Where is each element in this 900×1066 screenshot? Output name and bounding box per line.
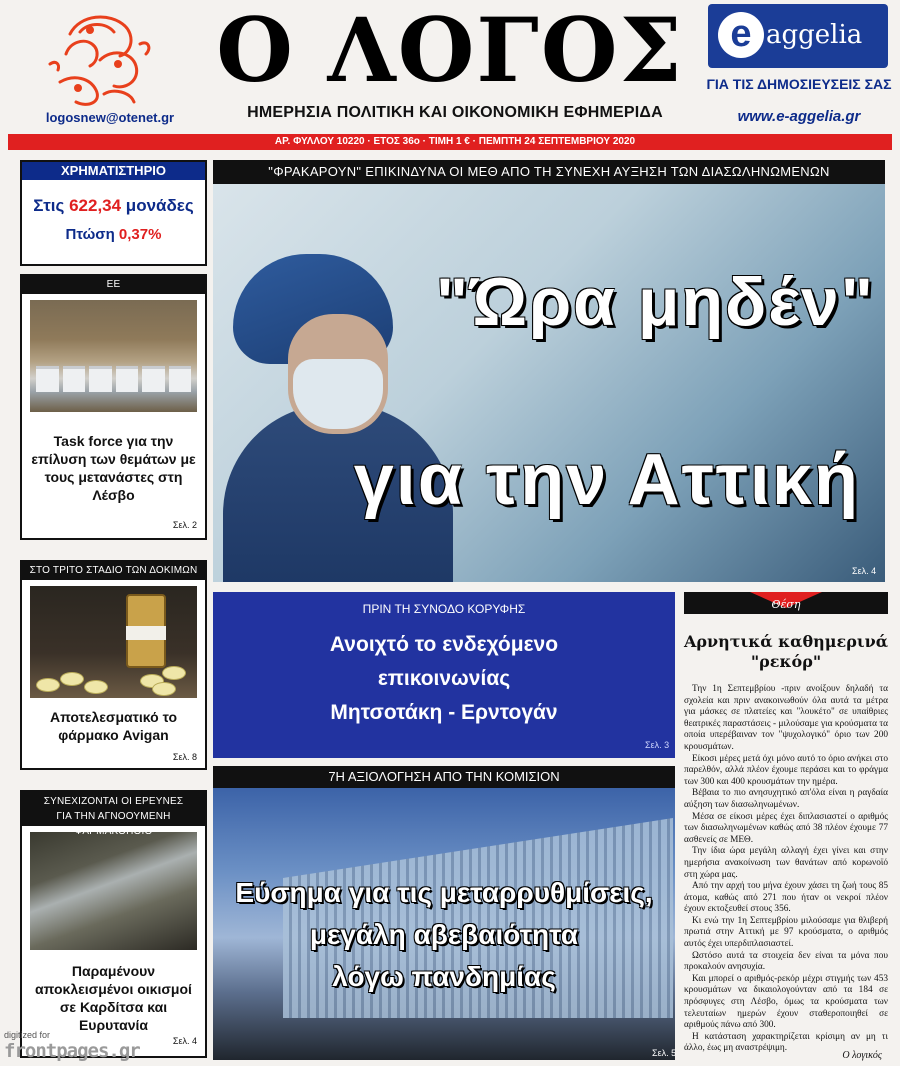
editorial-title-line1: Αρνητικά καθημερινά <box>684 632 889 651</box>
stock-change-prefix: Πτώση <box>65 226 119 243</box>
editorial-section-label: Θέση <box>771 598 801 611</box>
stock-change-line <box>22 226 205 243</box>
article-caption-karditsa: Παραμένουν αποκλεισμένοι οικισμοί σε Καρδίτσα και Ευρυτανία <box>35 963 192 1033</box>
stock-market-label: ΧΡΗΜΑΤΙΣΤΗΡΙΟ <box>22 162 205 180</box>
camp-tents <box>36 366 191 392</box>
article-caption-lesvos: Task force για την επίλυση των θεμάτων με τους μετανάστες στη Λέσβο <box>31 433 196 503</box>
avigan-pills-photo <box>30 586 197 698</box>
editorial-paragraph: Την ίδια ώρα μεγάλη αλλαγή έχει γίνει και στην ημερήσια ανακοίνωση των θανάτων από κορωνοϊό στη χώρα μας. <box>684 846 888 880</box>
logo-emblem-icon <box>40 4 160 112</box>
lead-icu-photo[interactable] <box>213 184 885 582</box>
newspaper-title: Ο ΛΟΓΟΣ <box>216 0 684 102</box>
pill <box>84 680 108 694</box>
evaluation-headline[interactable] <box>213 872 675 998</box>
pill <box>36 678 60 692</box>
pill <box>162 666 186 680</box>
article-band-line1: ΣΥΝΕΧΙΖΟΝΤΑΙ ΟΙ ΕΡΕΥΝΕΣ <box>43 796 184 807</box>
eaggelia-url-link[interactable]: www.e-aggelia.gr <box>737 108 861 125</box>
evaluation-kicker: 7Η ΑΞΙΟΛΟΓΗΣΗ ΑΠΟ ΤΗΝ ΚΟΜΙΣΙΟΝ <box>213 766 675 788</box>
eaggelia-word: aggelia <box>766 20 863 50</box>
flood-debris-photo <box>30 832 197 950</box>
page-ref-evaluation: Σελ. 5 <box>652 1048 677 1058</box>
editorial-body <box>684 684 888 1055</box>
nurse-mask <box>293 359 383 429</box>
summit-headline-line3: Μητσοτάκη - Ερντογάν <box>330 701 558 724</box>
editorial-title[interactable] <box>684 632 888 672</box>
evaluation-headline-line3: λόγω πανδημίας <box>332 961 556 992</box>
page-ref-avigan: Σελ. 8 <box>172 752 197 762</box>
stock-index-suffix: μονάδες <box>121 196 194 215</box>
pill-bottle-label <box>126 626 166 640</box>
lead-headline-line1[interactable]: "Ώρα μηδέν" <box>435 264 875 340</box>
editorial-paragraph: Ωστόσο αυτά τα στοιχεία δεν είναι τα μόνα που προκαλούν ανησυχία. <box>684 950 888 973</box>
stock-index-value: 622,34 <box>69 196 122 215</box>
eaggelia-ad-logo[interactable] <box>708 4 888 68</box>
article-band-ee: ΕΕ <box>22 276 205 294</box>
article-card-avigan[interactable] <box>20 560 207 770</box>
editorial-title-line2: "ρεκόρ" <box>750 652 822 671</box>
article-caption-avigan: Αποτελεσματικό το φάρμακο Avigan <box>49 709 177 743</box>
lesvos-camp-photo <box>30 300 197 412</box>
summit-headline-line1: Ανοιχτό το ενδεχόμενο <box>329 633 559 656</box>
page-ref-lead: Σελ. 4 <box>852 566 877 576</box>
summit-kicker: ΠΡΙΝ ΤΗ ΣΥΝΟΔΟ ΚΟΡΥΦΗΣ <box>362 602 526 616</box>
editorial-paragraph: Την 1η Σεπτεμβρίου -πριν ανοίξουν δηλαδή τα σχολεία και πριν ανακοινωθούν όλα αυτά τα μέτρα για μάσκες σε πλατείες και "λουκέτο" σε υπαίθριες θεατρικές παραστάσεις - μιλούσαμε για κρούσματα τα οποία υπερέβαιναν τον "ψυχολογικό" όριο των 200 κρουσμάτων. <box>684 684 888 752</box>
lead-headline-line2[interactable]: για την Αττική <box>353 440 860 520</box>
article-band-search <box>22 792 205 837</box>
editorial-paragraph: Από την αρχή του μήνα έχουν χάσει τη ζωή τους 85 άτομα, καθώς από 271 που ήταν οι νεκροί πλέον έχουν εκτοξευθεί στους 356. <box>684 881 888 915</box>
issue-info-text: ΑΡ. ΦΥΛΛΟΥ 10220 · ΕΤΟΣ 36ο · ΤΙΜΗ 1 € · ΠΕΜΠΤΗ 24 ΣΕΠΤΕΜΒΡΙΟΥ 2020 <box>274 136 636 147</box>
article-band-line2: ΓΙΑ ΤΗΝ ΑΓΝΟΟΥΜΕΝΗ ΦΑΡΜΑΚΟΠΟΙΟ <box>56 811 171 837</box>
newspaper-subtitle: ΗΜΕΡΗΣΙΑ ΠΟΛΙΤΙΚΗ ΚΑΙ ΟΙΚΟΝΟΜΙΚΗ ΕΦΗΜΕΡΙΔΑ <box>247 104 663 121</box>
article-band-trials: ΣΤΟ ΤΡΙΤΟ ΣΤΑΔΙΟ ΤΩΝ ΔΟΚΙΜΩΝ <box>22 562 205 580</box>
contact-email[interactable]: logosnew@otenet.gr <box>45 110 175 125</box>
editorial-paragraph: Κι ενώ την 1η Σεπτεμβρίου μιλούσαμε για θλιβερή πρωτιά στην Αττική με 97 κρούσματα, ο αριθμός αυτός έχει υπερδιπλασιαστεί. <box>684 915 888 950</box>
page-ref-summit: Σελ. 3 <box>645 740 670 750</box>
editorial-paragraph: Και μπορεί ο αριθμός-ρεκόρ μέχρι στιγμής των 453 κρουσμάτων να δικαιολογούνταν από τα 184 σε πρόσφυγες στη Λέσβο, όμως τα κρούσματα των τελευταίων ημερών έχουν σταθεροποιηθεί σε αριθμούς πάνω από 300. <box>684 973 888 1031</box>
editorial-paragraph: Η κατάσταση χαρακτηρίζεται κρίσιμη αν μη τι άλλο, έως μη αναστρέψιμη. <box>684 1031 888 1054</box>
page-ref-lesvos: Σελ. 2 <box>172 520 197 530</box>
lead-kicker: "ΦΡΑΚΑΡΟΥΝ" ΕΠΙΚΙΝΔΥΝΑ ΟΙ ΜΕΘ ΑΠΟ ΤΗ ΣΥΝΕΧΗ ΑΥΞΗΣΗ ΤΩΝ ΔΙΑΣΩΛΗΝΩΜΕΝΩΝ <box>213 160 885 184</box>
watermark-big: frontpages.gr <box>4 1040 140 1062</box>
editorial-paragraph: Βέβαια το πιο ανησυχητικό απ'όλα είναι η ραγδαία αύξηση των διασωληνωμένων. <box>684 788 888 810</box>
watermark-small: digitized for <box>4 1030 51 1040</box>
article-card-lesvos[interactable] <box>20 274 207 540</box>
editorial-signature: Ο λογικός <box>842 1050 882 1061</box>
summit-headline-line2: επικοινωνίας <box>377 667 511 690</box>
pill <box>60 672 84 686</box>
evaluation-headline-line1: Εύσημα για τις μεταρρυθμίσεις, <box>235 877 653 908</box>
eaggelia-letter: e <box>718 12 764 58</box>
eaggelia-tagline: ΓΙΑ ΤΙΣ ΔΗΜΟΣΙΕΥΣΕΙΣ ΣΑΣ <box>706 76 892 92</box>
stock-index-prefix: Στις <box>33 196 70 215</box>
summit-headline[interactable] <box>213 628 675 730</box>
pill <box>152 682 176 696</box>
watermark <box>4 1030 144 1062</box>
stock-change-value: 0,37% <box>118 226 162 243</box>
editorial-paragraph: Είκοσι μέρες μετά όχι μόνο αυτό το όριο ανήκει στο παρελθόν, αλλά πλέον έχουμε περάσει και το φράγμα των 300 και 400 κρουσμάτων την ημέρα. <box>684 753 888 787</box>
editorial-paragraph: Μέσα σε είκοσι μέρες έχει διπλασιαστεί ο αριθμός των διασωληνωμένων καθώς από 38 πλέον έχουμε 77 ασθενείς σε ΜΕΘ. <box>684 811 888 845</box>
evaluation-headline-line2: μεγάλη αβεβαιότητα <box>309 919 579 950</box>
article-card-karditsa[interactable] <box>20 790 207 1058</box>
stock-index-line <box>22 196 205 216</box>
stock-market-box <box>20 160 207 266</box>
page-ref-karditsa: Σελ. 4 <box>172 1036 197 1046</box>
